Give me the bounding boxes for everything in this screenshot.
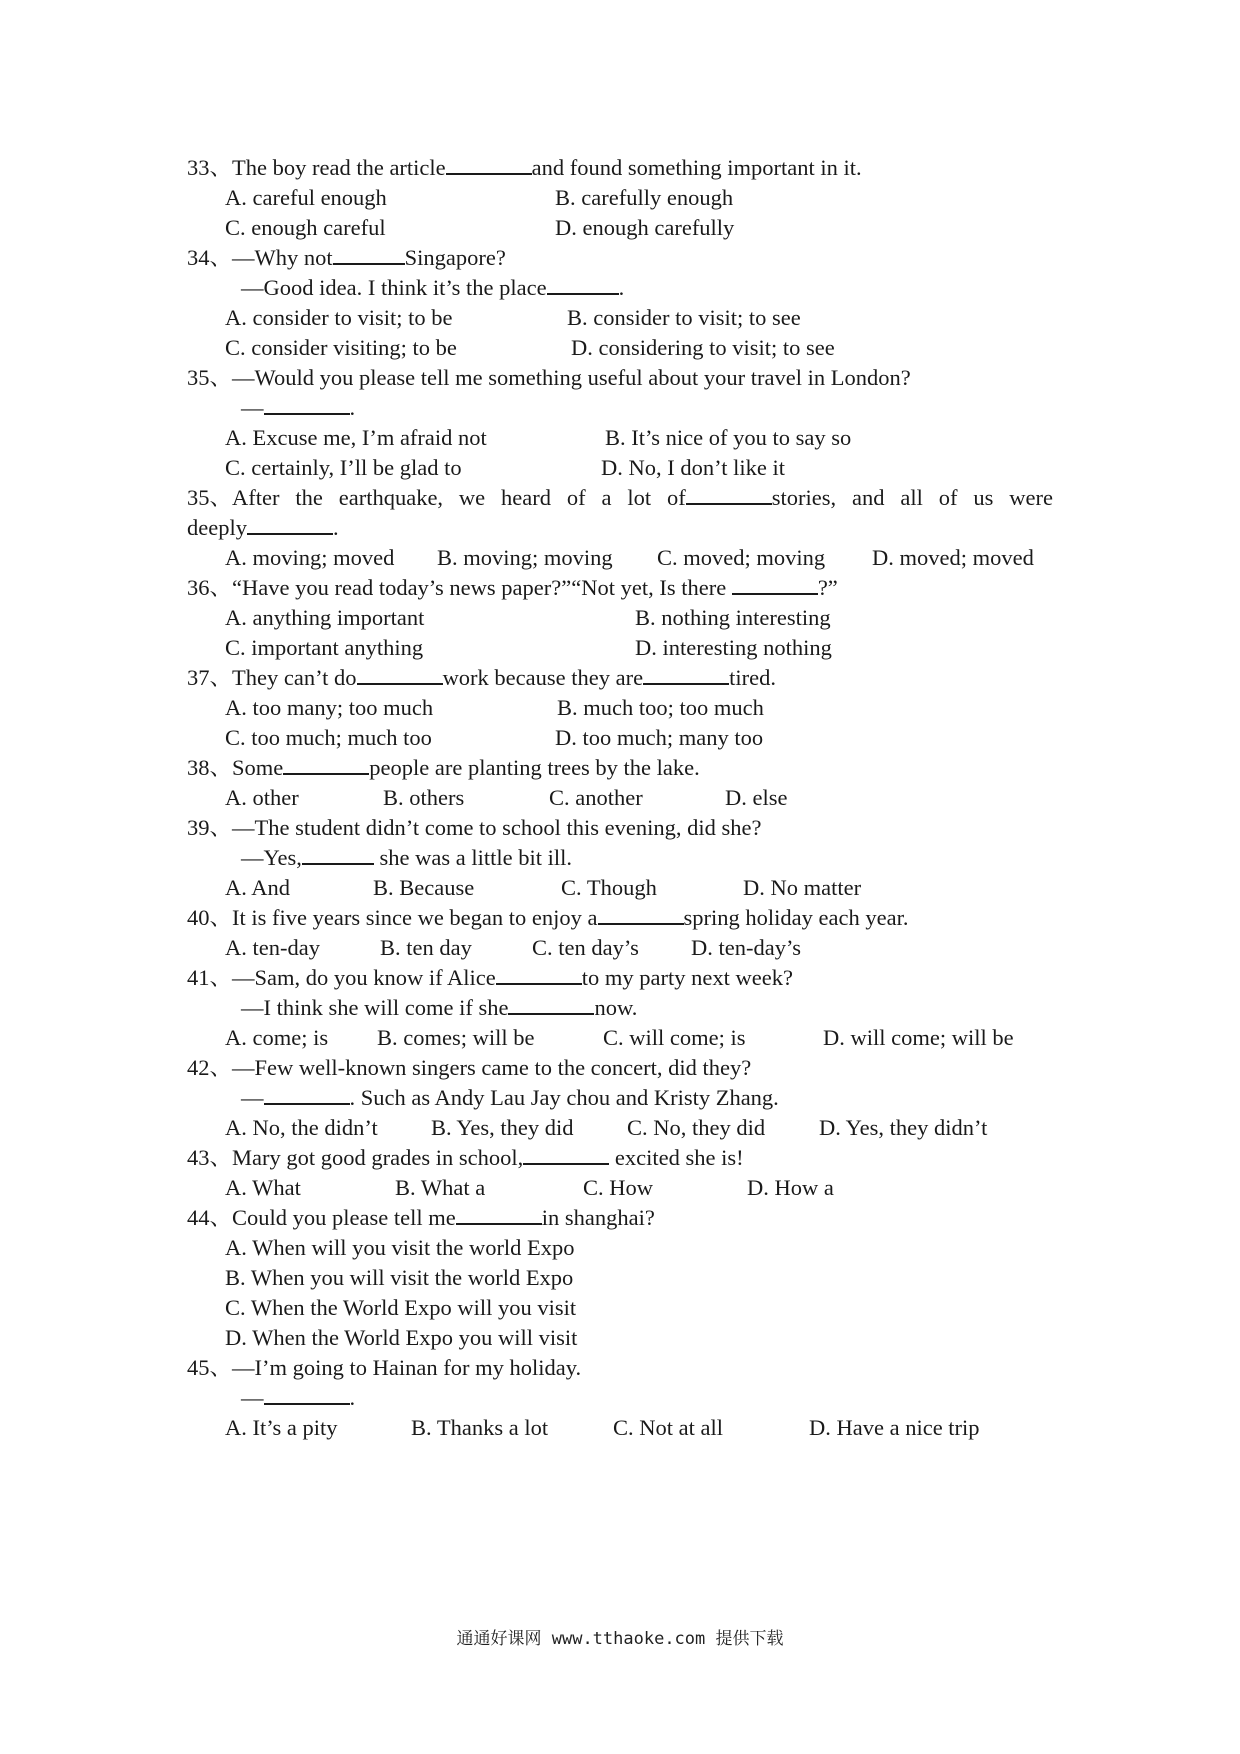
option-a: A. too many; too much	[225, 695, 434, 720]
answer-blank	[247, 515, 333, 535]
question-43	[187, 1143, 744, 1173]
answer-blank	[598, 905, 684, 925]
question-stem: stories, and all of us were	[771, 485, 1054, 510]
page-footer: 通通好课网 www.tthaoke.com 提供下载	[456, 1629, 784, 1649]
question-number: 40、	[187, 905, 233, 930]
question-number: 35、	[187, 365, 233, 390]
question-number: 33、	[187, 155, 233, 180]
question-stem: Some	[232, 755, 284, 780]
option-b: B. ten day	[380, 935, 472, 960]
question-34-reply	[241, 273, 624, 303]
option-d: D. moved; moved	[872, 545, 1034, 570]
answer-blank	[283, 755, 369, 775]
question-38	[187, 753, 700, 783]
question-number: 43、	[187, 1145, 233, 1170]
question-35b	[187, 483, 1053, 513]
option-d: D. Yes, they didn’t	[819, 1115, 988, 1140]
option-d: D. No, I don’t like it	[601, 455, 785, 480]
option-d: D. interesting nothing	[635, 635, 832, 660]
answer-blank	[302, 845, 374, 865]
option-b: B. much too; too much	[557, 695, 764, 720]
answer-blank	[732, 575, 818, 595]
answer-blank	[446, 155, 532, 175]
option-a: A. other	[225, 785, 299, 810]
answer-blank	[264, 395, 350, 415]
question-stem: tired.	[729, 665, 776, 690]
option-a: A. It’s a pity	[225, 1415, 338, 1440]
option-d: D. will come; will be	[823, 1025, 1014, 1050]
option-c: C. important anything	[225, 635, 424, 660]
question-stem: . Such as Andy Lau Jay chou and Kristy Zhang.	[349, 1085, 779, 1110]
option-b: B. When you will visit the world Expo	[225, 1265, 574, 1290]
option-d: D. Have a nice trip	[809, 1415, 980, 1440]
question-number: 41、	[187, 965, 233, 990]
option-d: D. No matter	[743, 875, 862, 900]
question-45	[187, 1353, 581, 1383]
question-number: 38、	[187, 755, 233, 780]
question-number: 37、	[187, 665, 233, 690]
answer-blank	[547, 275, 619, 295]
question-stem: —Yes,	[241, 845, 302, 870]
question-stem: —Good idea. I think it’s the place	[241, 275, 547, 300]
question-35	[187, 363, 911, 393]
option-c: C. enough careful	[225, 215, 386, 240]
option-c: C. When the World Expo will you visit	[225, 1295, 577, 1320]
question-42	[187, 1053, 751, 1083]
question-stem: deeply	[187, 515, 247, 540]
question-number: 35、	[187, 485, 233, 510]
option-a: A. And	[225, 875, 291, 900]
question-stem: —	[241, 395, 264, 420]
option-b: B. nothing interesting	[635, 605, 831, 630]
question-stem: “Have you read today’s news paper?”“Not yet, Is there	[232, 575, 732, 600]
option-d: D. ten-day’s	[691, 935, 801, 960]
question-number: 42、	[187, 1055, 233, 1080]
option-b: B. Yes, they did	[431, 1115, 574, 1140]
option-a: A. careful enough	[225, 185, 387, 210]
option-a: A. What	[225, 1175, 301, 1200]
option-c: C. will come; is	[603, 1025, 746, 1050]
answer-blank	[264, 1385, 350, 1405]
option-b: B. carefully enough	[555, 185, 734, 210]
question-stem: —Why not	[232, 245, 333, 270]
option-a: A. When will you visit the world Expo	[225, 1235, 575, 1260]
question-stem: .	[349, 1385, 356, 1410]
option-c: C. How	[583, 1175, 654, 1200]
option-d: D. else	[725, 785, 788, 810]
question-stem: —Few well-known singers came to the concert, did they?	[232, 1055, 752, 1080]
answer-blank	[508, 995, 594, 1015]
answer-blank	[496, 965, 582, 985]
question-stem: ?”	[817, 575, 838, 600]
question-number: 39、	[187, 815, 233, 840]
option-b: B. consider to visit; to see	[567, 305, 801, 330]
question-34	[187, 243, 506, 273]
question-stem: —The student didn’t come to school this evening, did she?	[232, 815, 762, 840]
question-number: 34、	[187, 245, 233, 270]
question-stem: The boy read the article	[232, 155, 446, 180]
option-b: B. others	[383, 785, 465, 810]
question-stem: to my party next week?	[581, 965, 793, 990]
option-d: D. considering to visit; to see	[571, 335, 835, 360]
answer-blank	[357, 665, 443, 685]
question-number: 45、	[187, 1355, 233, 1380]
option-c: C. consider visiting; to be	[225, 335, 457, 360]
question-36	[187, 573, 838, 603]
option-b: B. moving; moving	[437, 545, 613, 570]
option-c: C. Though	[561, 875, 657, 900]
option-b: B. What a	[395, 1175, 486, 1200]
option-c: C. another	[549, 785, 643, 810]
question-stem: spring holiday each year.	[683, 905, 909, 930]
question-35-reply	[241, 393, 355, 423]
question-stem: They can’t do	[232, 665, 357, 690]
option-a: A. come; is	[225, 1025, 329, 1050]
question-number: 36、	[187, 575, 233, 600]
question-stem: and found something important in it.	[531, 155, 862, 180]
question-stem: —I’m going to Hainan for my holiday.	[232, 1355, 582, 1380]
option-d: D. How a	[747, 1175, 834, 1200]
question-stem: —	[241, 1385, 264, 1410]
option-a: A. ten-day	[225, 935, 320, 960]
question-stem: .	[349, 395, 356, 420]
question-stem: —	[241, 1085, 264, 1110]
question-42-reply	[241, 1083, 779, 1113]
answer-blank	[264, 1085, 350, 1105]
answer-blank	[333, 245, 405, 265]
option-a: A. No, the didn’t	[225, 1115, 378, 1140]
option-d: D. When the World Expo you will visit	[225, 1325, 578, 1350]
question-stem: —Would you please tell me something useful about your travel in London?	[232, 365, 911, 390]
question-stem: It is five years since we began to enjoy a	[232, 905, 598, 930]
question-stem: Mary got good grades in school,	[232, 1145, 524, 1170]
option-b: B. Because	[373, 875, 475, 900]
option-d: D. too much; many too	[555, 725, 764, 750]
option-b: B. Thanks a lot	[411, 1415, 549, 1440]
answer-blank	[643, 665, 729, 685]
option-c: C. ten day’s	[532, 935, 639, 960]
question-stem: she was a little bit ill.	[373, 845, 572, 870]
option-d: D. enough carefully	[555, 215, 735, 240]
question-stem: —I think she will come if she	[241, 995, 509, 1020]
question-37	[187, 663, 776, 693]
question-stem: people are planting trees by the lake.	[369, 755, 700, 780]
option-c: C. Not at all	[613, 1415, 723, 1440]
question-stem: —Sam, do you know if Alice	[232, 965, 496, 990]
question-stem: Singapore?	[404, 245, 506, 270]
option-c: C. too much; much too	[225, 725, 432, 750]
question-stem: excited she is!	[609, 1145, 744, 1170]
question-stem: now.	[594, 995, 638, 1020]
question-39	[187, 813, 762, 843]
question-number: 44、	[187, 1205, 233, 1230]
question-stem: work because they are	[442, 665, 644, 690]
question-stem: .	[618, 275, 625, 300]
option-a: A. Excuse me, I’m afraid not	[225, 425, 487, 450]
option-b: B. It’s nice of you to say so	[605, 425, 852, 450]
question-stem: Could you please tell me	[232, 1205, 456, 1230]
option-a: A. moving; moved	[225, 545, 395, 570]
question-45-reply	[241, 1383, 355, 1413]
answer-blank	[456, 1205, 542, 1225]
option-c: C. certainly, I’ll be glad to	[225, 455, 462, 480]
option-a: A. consider to visit; to be	[225, 305, 453, 330]
option-c: C. No, they did	[627, 1115, 766, 1140]
answer-blank	[686, 485, 772, 505]
question-stem: in shanghai?	[541, 1205, 655, 1230]
answer-blank	[523, 1145, 609, 1165]
option-c: C. moved; moving	[657, 545, 826, 570]
option-b: B. comes; will be	[377, 1025, 535, 1050]
question-stem: After the earthquake, we heard of a lot of	[232, 485, 686, 510]
question-35b-cont	[187, 513, 339, 543]
question-33	[187, 153, 862, 183]
option-a: A. anything important	[225, 605, 425, 630]
question-41-reply	[241, 993, 637, 1023]
question-44	[187, 1203, 655, 1233]
question-39-reply	[241, 843, 572, 873]
question-stem: .	[332, 515, 339, 540]
question-40	[187, 903, 908, 933]
question-41	[187, 963, 793, 993]
